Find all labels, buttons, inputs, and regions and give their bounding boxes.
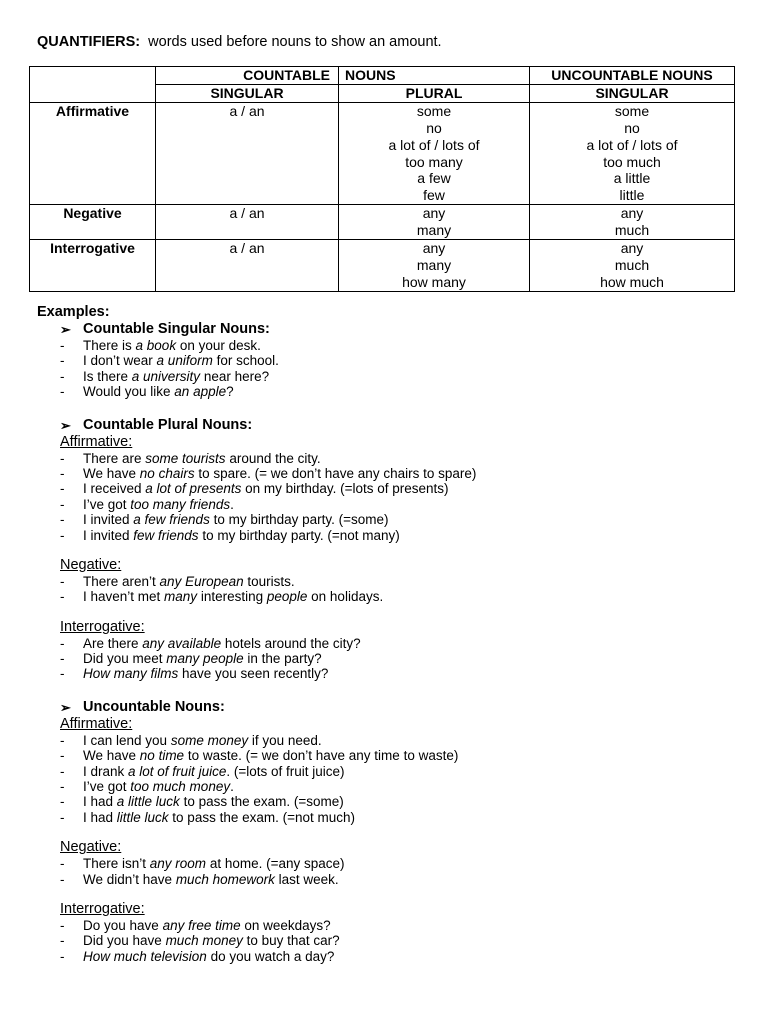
- cell-plural: [339, 205, 530, 240]
- example-text: Did you have: [83, 933, 166, 949]
- section-heading-label: Uncountable Nouns:: [83, 698, 225, 715]
- example-quantifier: any European: [159, 573, 244, 589]
- example-text: have you seen recently?: [178, 666, 329, 682]
- example-text: Would you like: [83, 384, 175, 400]
- list-item: [37, 451, 737, 466]
- example-text: to my birthday party. (=not many): [198, 527, 400, 543]
- cell-value: a few: [417, 170, 451, 187]
- list-item: [37, 497, 737, 512]
- example-quantifier: a few friends: [133, 512, 210, 528]
- dash-bullet: -: [60, 589, 65, 605]
- section-gap: [37, 682, 737, 699]
- example-text: There are: [83, 450, 146, 466]
- example-text: I don’t wear: [83, 353, 157, 369]
- list-item: [37, 733, 737, 748]
- example-text: to my birthday party. (=some): [209, 512, 389, 528]
- list-item: [37, 856, 737, 871]
- list-item: [37, 949, 737, 964]
- example-text: at home. (=any space): [206, 856, 345, 872]
- example-quantifier: much homework: [175, 871, 275, 887]
- example-text: I drank: [83, 763, 129, 779]
- cell-value: any: [422, 205, 446, 222]
- header-nouns-label: NOUNS: [345, 67, 396, 83]
- example-text: Are there: [83, 635, 143, 651]
- example-text: We have: [83, 465, 140, 481]
- arrow-bullet-icon: ➢: [60, 699, 71, 715]
- example-text: .: [230, 496, 234, 512]
- sub-heading: Negative:: [60, 556, 122, 573]
- example-text: I’ve got: [83, 496, 131, 512]
- dash-bullet: -: [60, 917, 65, 933]
- example-text: I had: [83, 809, 117, 825]
- cell-plural: [339, 240, 530, 292]
- arrow-bullet-icon: ➢: [60, 417, 71, 433]
- cell-singular: [156, 205, 339, 240]
- example-list: [37, 856, 737, 887]
- example-quantifier: a book: [135, 338, 177, 353]
- example-quantifier: people: [266, 589, 308, 605]
- example-quantifier: a uniform: [156, 353, 213, 369]
- dash-bullet: -: [60, 527, 65, 543]
- example-quantifier: a lot of presents: [145, 481, 242, 497]
- cell-value: a / an: [229, 240, 265, 257]
- dash-bullet: -: [60, 933, 65, 949]
- example-text: to buy that car?: [242, 933, 340, 949]
- cell-value: little: [619, 187, 645, 204]
- section-heading-label: Countable Plural Nouns:: [83, 416, 253, 433]
- cell-value: too many: [405, 153, 463, 170]
- dash-bullet: -: [60, 573, 65, 589]
- sub-heading: Interrogative:: [60, 900, 145, 917]
- group-gap: [37, 825, 737, 839]
- dash-bullet: -: [60, 794, 65, 810]
- quantifiers-table: [29, 66, 735, 292]
- cell-uncountable: [530, 102, 735, 204]
- list-item: [37, 528, 737, 543]
- example-text: for school.: [212, 353, 279, 369]
- example-quantifier: no time: [139, 748, 185, 764]
- example-list: [37, 451, 737, 543]
- list-item: [37, 369, 737, 384]
- example-quantifier: some tourists: [145, 450, 226, 466]
- cell-uncountable: [530, 240, 735, 292]
- example-text: around the city.: [225, 450, 321, 466]
- dash-bullet: -: [60, 465, 65, 481]
- examples-section: [37, 304, 737, 964]
- example-quantifier: How much television: [83, 948, 207, 964]
- example-text: I invited: [83, 527, 134, 543]
- cell-value: a / an: [229, 102, 265, 119]
- cell-value: some: [416, 102, 452, 119]
- dash-bullet: -: [60, 651, 65, 667]
- cell-value: a little: [613, 170, 651, 187]
- dash-bullet: -: [60, 481, 65, 497]
- list-item: [37, 481, 737, 496]
- table-body: [30, 102, 735, 291]
- dash-bullet: -: [60, 748, 65, 764]
- list-item: [37, 666, 737, 681]
- cell-value: no: [624, 119, 640, 136]
- list-item: [37, 748, 737, 763]
- dash-bullet: -: [60, 368, 65, 384]
- dash-bullet: -: [60, 450, 65, 466]
- cell-singular: [156, 102, 339, 204]
- cell-value: much: [614, 222, 650, 239]
- example-text: in the party?: [243, 651, 322, 667]
- corner-cell: [30, 67, 156, 85]
- subheader-singular: SINGULAR: [156, 84, 339, 102]
- example-text: to waste. (= we don’t have any time to waste): [184, 748, 459, 764]
- example-text: to pass the exam. (=not much): [168, 809, 356, 825]
- example-quantifier: an apple: [174, 384, 227, 400]
- example-text: Is there: [83, 368, 132, 384]
- cell-value: a lot of / lots of: [586, 136, 678, 153]
- example-quantifier: many: [164, 589, 198, 605]
- example-text: I invited: [83, 512, 134, 528]
- dash-bullet: -: [60, 856, 65, 872]
- cell-value: too much: [603, 153, 661, 170]
- section-heading: [37, 699, 737, 716]
- row-label: Negative: [30, 205, 156, 240]
- example-text: We didn’t have: [83, 871, 176, 887]
- example-text: I’ve got: [83, 779, 131, 795]
- cell-value: many: [416, 256, 452, 273]
- section-heading-label: Countable Singular Nouns:: [83, 321, 270, 337]
- example-text: if you need.: [248, 732, 322, 748]
- example-quantifier: a lot of fruit juice: [128, 763, 227, 779]
- dash-bullet: -: [60, 779, 65, 795]
- section-heading: [37, 321, 737, 338]
- example-quantifier: any available: [142, 635, 222, 651]
- header-countable: COUNTABLE: [156, 67, 339, 85]
- example-text: hotels around the city?: [221, 635, 361, 651]
- dash-bullet: -: [60, 763, 65, 779]
- example-quantifier: any room: [149, 856, 207, 872]
- dash-bullet: -: [60, 809, 65, 825]
- list-item: [37, 636, 737, 651]
- list-item: [37, 338, 737, 353]
- example-quantifier: some money: [170, 732, 249, 748]
- dash-bullet: -: [60, 353, 65, 369]
- cell-value: few: [423, 187, 445, 204]
- list-item: [37, 353, 737, 368]
- list-item: [37, 933, 737, 948]
- example-text: on your desk.: [176, 338, 261, 353]
- example-text: ?: [226, 384, 234, 400]
- cell-value: any: [620, 240, 644, 257]
- example-text: I received: [83, 481, 146, 497]
- list-item: [37, 794, 737, 809]
- dash-bullet: -: [60, 666, 65, 682]
- example-quantifier: a little luck: [116, 794, 180, 810]
- dash-bullet: -: [60, 338, 65, 353]
- cell-value: any: [422, 240, 446, 257]
- example-quantifier: no chairs: [139, 465, 195, 481]
- list-item: [37, 779, 737, 794]
- list-item: [37, 574, 737, 589]
- example-quantifier: much money: [165, 933, 243, 949]
- example-list: [37, 338, 737, 400]
- example-text: Do you have: [83, 917, 163, 933]
- cell-value: how much: [600, 273, 664, 290]
- example-text: to pass the exam. (=some): [179, 794, 344, 810]
- cell-value: much: [614, 256, 650, 273]
- section-gap: [37, 400, 737, 417]
- example-text: to spare. (= we don’t have any chairs to spare): [194, 465, 477, 481]
- example-list: [37, 733, 737, 825]
- list-item: [37, 764, 737, 779]
- example-text: do you watch a day?: [206, 948, 335, 964]
- example-text: last week.: [274, 871, 339, 887]
- example-quantifier: many people: [166, 651, 244, 667]
- example-list: [37, 574, 737, 605]
- cell-value: some: [614, 102, 650, 119]
- cell-value: a lot of / lots of: [388, 136, 480, 153]
- title-bold: QUANTIFIERS:: [37, 34, 141, 50]
- cell-plural: [339, 102, 530, 204]
- header-nouns: [339, 67, 530, 85]
- list-item: [37, 918, 737, 933]
- example-text: There aren’t: [83, 573, 160, 589]
- example-quantifier: a university: [131, 368, 201, 384]
- list-item: [37, 384, 737, 399]
- dash-bullet: -: [60, 948, 65, 964]
- example-text: Did you meet: [83, 651, 167, 667]
- row-label: Interrogative: [30, 240, 156, 292]
- cell-singular: [156, 240, 339, 292]
- dash-bullet: -: [60, 496, 65, 512]
- example-quantifier: few friends: [133, 527, 199, 543]
- table-header-row: [30, 67, 735, 85]
- title-rest: words used before nouns to show an amount.: [148, 34, 442, 50]
- page-title: [37, 34, 442, 50]
- cell-value: a / an: [229, 205, 265, 222]
- example-text: tourists.: [243, 573, 295, 589]
- cell-value: how many: [402, 273, 466, 290]
- cell-uncountable: [530, 205, 735, 240]
- example-quantifier: little luck: [116, 809, 169, 825]
- group-gap: [37, 887, 737, 901]
- group-gap: [37, 605, 737, 619]
- arrow-bullet-icon: ➢: [60, 322, 71, 337]
- examples-sections: [37, 321, 737, 964]
- list-item: [37, 589, 737, 604]
- dash-bullet: -: [60, 871, 65, 887]
- dash-bullet: -: [60, 635, 65, 651]
- list-item: [37, 512, 737, 527]
- row-label: Affirmative: [30, 102, 156, 204]
- dash-bullet: -: [60, 384, 65, 400]
- corner-cell-2: [30, 84, 156, 102]
- example-text: on my birthday. (=lots of presents): [241, 481, 449, 497]
- example-text: near here?: [200, 368, 270, 384]
- table-row: [30, 240, 735, 292]
- example-text: I haven’t met: [83, 589, 165, 605]
- list-item: [37, 466, 737, 481]
- example-text: .: [230, 779, 234, 795]
- table-row: [30, 102, 735, 204]
- example-quantifier: any free time: [162, 917, 241, 933]
- cell-value: no: [426, 119, 442, 136]
- table-subheader-row: [30, 84, 735, 102]
- list-item: [37, 810, 737, 825]
- example-list: [37, 918, 737, 964]
- example-text: I can lend you: [83, 732, 171, 748]
- subheader-singular-uncountable: SINGULAR: [530, 84, 735, 102]
- table-row: [30, 205, 735, 240]
- example-text: interesting: [197, 589, 267, 605]
- example-text: I had: [83, 794, 117, 810]
- sub-heading: Affirmative:: [60, 715, 133, 732]
- list-item: [37, 872, 737, 887]
- cell-value: any: [620, 205, 644, 222]
- header-uncountable: UNCOUNTABLE NOUNS: [530, 67, 735, 85]
- dash-bullet: -: [60, 732, 65, 748]
- sub-heading: Negative:: [60, 839, 122, 856]
- example-text: on holidays.: [307, 589, 384, 605]
- examples-title: Examples:: [37, 304, 110, 320]
- example-text: There isn’t: [83, 856, 150, 872]
- subheader-plural: PLURAL: [339, 84, 530, 102]
- example-text: . (=lots of fruit juice): [226, 763, 345, 779]
- example-quantifier: How many films: [83, 666, 179, 682]
- dash-bullet: -: [60, 512, 65, 528]
- example-quantifier: too much money: [130, 779, 231, 795]
- sub-heading: Interrogative:: [60, 618, 145, 635]
- list-item: [37, 651, 737, 666]
- cell-value: many: [416, 222, 452, 239]
- sub-heading: Affirmative:: [60, 433, 133, 450]
- example-text: on weekdays?: [240, 917, 331, 933]
- example-list: [37, 636, 737, 682]
- group-gap: [37, 543, 737, 557]
- example-quantifier: too many friends: [130, 496, 231, 512]
- example-text: We have: [83, 748, 140, 764]
- section-heading: [37, 417, 737, 434]
- example-text: There is: [83, 338, 136, 353]
